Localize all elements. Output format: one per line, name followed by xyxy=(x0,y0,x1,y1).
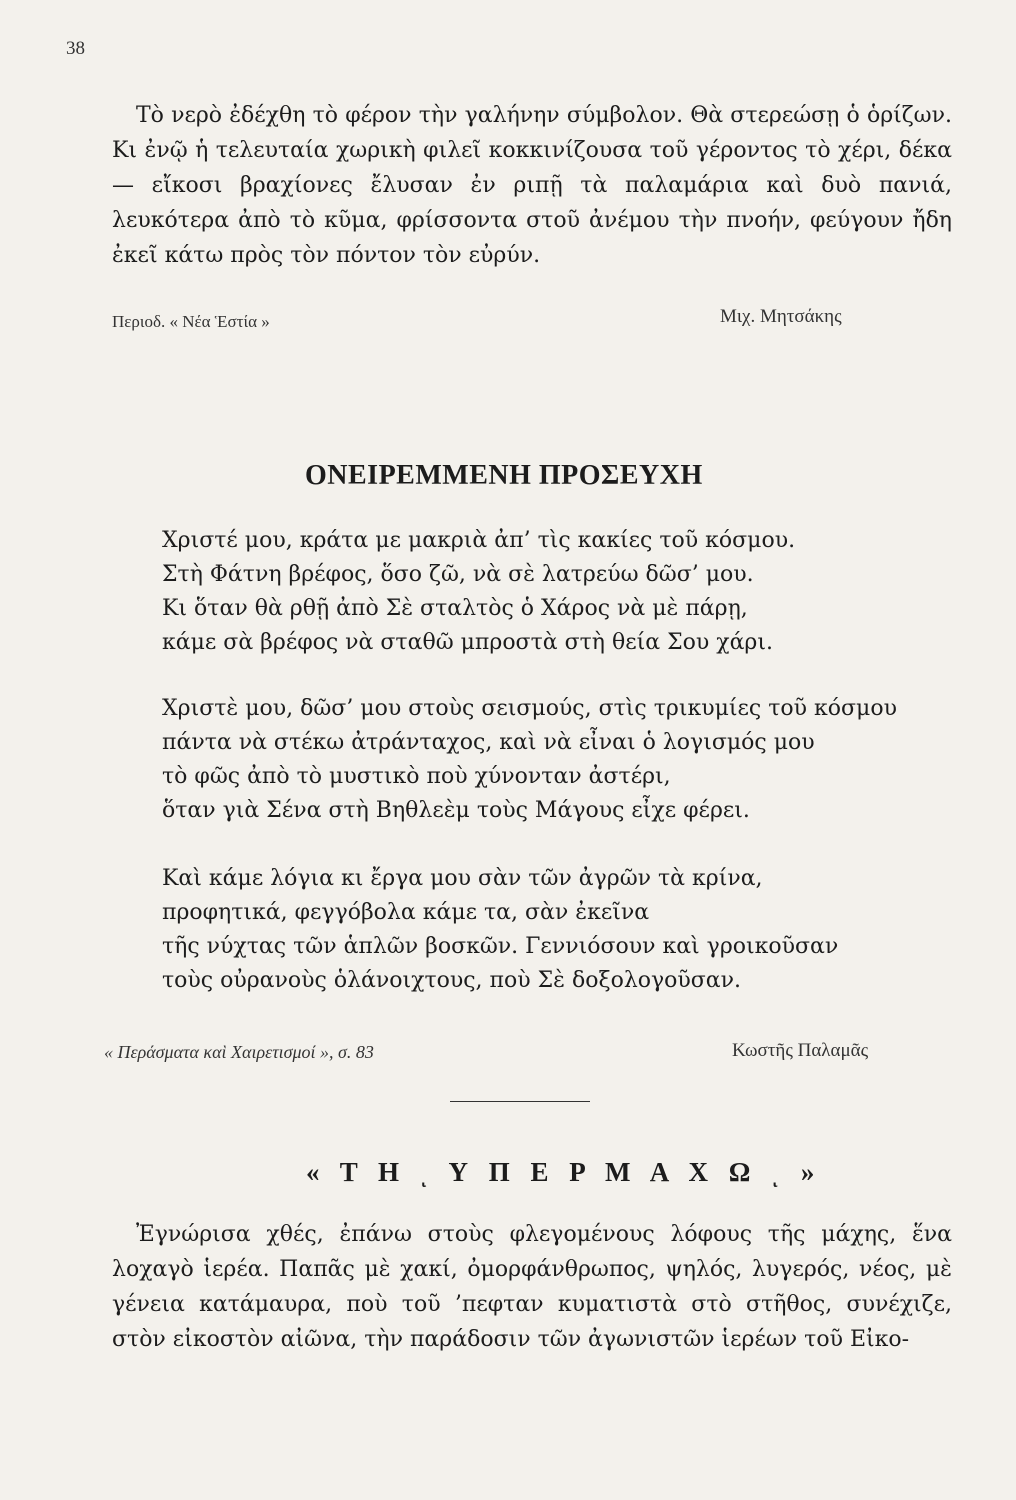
poem-line: κάμε σὰ βρέφος νὰ σταθῶ μπροστὰ στὴ θεία Σου χάρι. xyxy=(162,630,773,655)
page-number: 38 xyxy=(66,38,85,59)
poem-line: Καὶ κάμε λόγια κι ἔργα μου σὰν τῶν ἀγρῶν τὰ κρίνα, xyxy=(162,866,763,891)
poem-line: ὅταν γιὰ Σένα στὴ Βηθλεὲμ τοὺς Μάγους εἶχε φέρει. xyxy=(162,798,750,823)
poem-source: « Περάσματα καὶ Χαιρετισμοί », σ. 83 xyxy=(104,1042,374,1062)
poem-line: Κι ὅταν θὰ ρθῇ ἀπὸ Σὲ σταλτὸς ὁ Χάρος νὰ μὲ πάρῃ, xyxy=(162,596,748,621)
poem-stanza-2 xyxy=(162,692,962,828)
poem-title: ΟΝΕΙΡΕΜΜΕΝΗ ΠΡΟΣΕΥΧΗ xyxy=(305,460,703,491)
section-text xyxy=(112,1217,952,1357)
poem-line: τοὺς οὐρανοὺς ὁλάνοιχτους, ποὺ Σὲ δοξολογοῦσαν. xyxy=(162,968,742,993)
poem-stanza-3 xyxy=(162,862,962,998)
poem-line: τῆς νύχτας τῶν ἁπλῶν βοσκῶν. Γεννιόσουν καὶ γροικοῦσαν xyxy=(162,934,839,959)
intro-author: Μιχ. Μητσάκης xyxy=(720,306,842,327)
section-title: « Τ Η ͺ Υ Π Ε Ρ Μ Α Χ Ω ͺ » xyxy=(306,1157,822,1187)
poem-line: Στὴ Φάτνη βρέφος, ὅσο ζῶ, νὰ σὲ λατρεύω δῶσ’ μου. xyxy=(162,562,754,587)
poem-line: προφητικά, φεγγόβολα κάμε τα, σὰν ἐκεῖνα xyxy=(162,900,650,925)
poem-line: Χριστέ μου, κράτα με μακριὰ ἀπ’ τὶς κακίες τοῦ κόσμου. xyxy=(162,528,796,553)
poem-line: τὸ φῶς ἀπὸ τὸ μυστικὸ ποὺ χύνονταν ἀστέρι, xyxy=(162,764,671,789)
intro-paragraph: Τὸ νερὸ ἐδέχθη τὸ φέρον τὴν γαλήνην σύμβολον. Θὰ στερεώσῃ ὁ ὁρίζων. Κι ἐνῷ ἡ τελευταία χωρικὴ φιλεῖ κοκκινίζουσα τοῦ γέροντος τὸ χέρι, δέκα — εἴκοσι βραχίονες ἔλυσαν ἐν ριπῇ τὰ παλαμάρια καὶ δυὸ πανιά, λευκότερα ἀπὸ τὸ κῦμα, φρίσσοντα στοῦ ἀνέμου τὴν πνοήν, φεύγουν ἤδη ἐκεῖ κάτω πρὸς τὸν πόντον τὸν εὐρύν. xyxy=(112,103,952,268)
poem-line: πάντα νὰ στέκω ἀτράνταχος, καὶ νὰ εἶναι ὁ λογισμός μου xyxy=(162,730,815,755)
section-paragraph: Ἐγνώρισα χθές, ἐπάνω στοὺς φλεγομένους λόφους τῆς μάχης, ἕνα λοχαγὸ ἱερέα. Παπᾶς μὲ χακί, ὀμορφάνθρωπος, ψηλός, λυγερός, νέος, μὲ γένεια κατάμαυρα, ποὺ τοῦ ’πεφταν κυματιστὰ στὸ στῆθος, συνέχιζε, στὸν εἰκοστὸν αἰῶνα, τὴν παράδοσιν τῶν ἀγωνιστῶν ἱερέων τοῦ Εἰκο- xyxy=(112,1222,952,1352)
intro-text xyxy=(112,98,952,273)
section-divider xyxy=(450,1101,590,1102)
intro-source: Περιοδ. « Νέα Ἑστία » xyxy=(112,312,270,331)
poem-author: Κωστῆς Παλαμᾶς xyxy=(732,1040,869,1061)
poem-line: Χριστὲ μου, δῶσ’ μου στοὺς σεισμούς, στὶς τρικυμίες τοῦ κόσμου xyxy=(162,696,897,721)
poem-stanza-1 xyxy=(162,524,962,660)
